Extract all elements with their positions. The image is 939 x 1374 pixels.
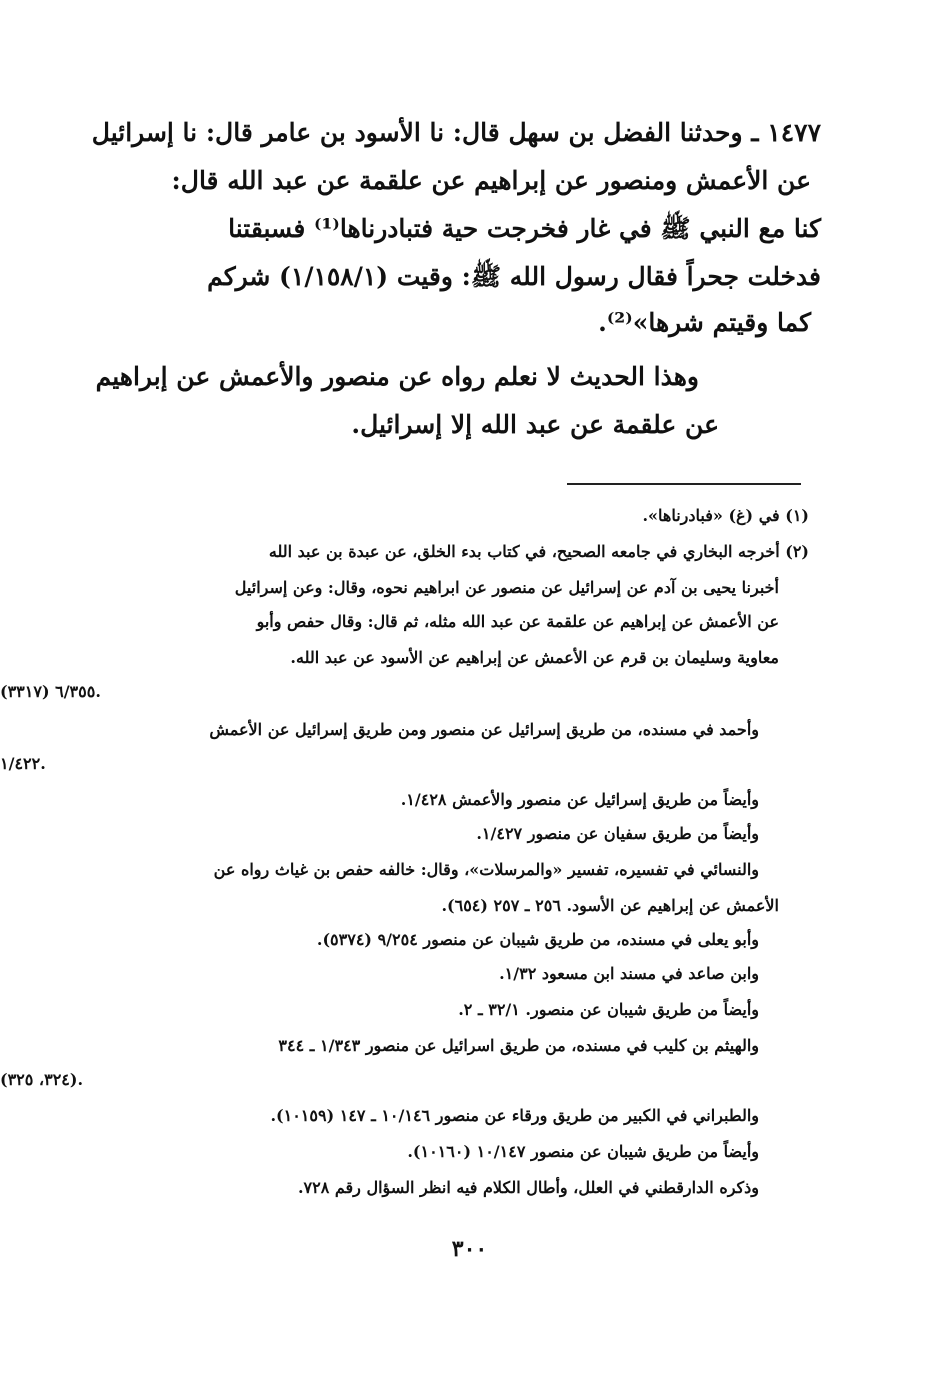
footnote-line: وأيضاً من طريق شيبان عن منصور ١٠/١٤٧ (١٠١٦٠). [407,1142,759,1161]
hadith-line: كنا مع النبي ﷺ في غار فخرجت حية فتبادرناها⁽¹⁾ فسبقتنا [228,214,821,243]
footnote-line: (٢) أخرجه البخاري في جامعه الصحيح، في كتاب بدء الخلق، عن عبدة بن عبد الله [268,542,809,561]
footnote-line: ١/٤٢٢. [0,754,46,773]
footnote-line: والطبراني في الكبير من طريق ورقاء عن منصور ١٠/١٤٦ ـ ١٤٧ (١٠١٥٩). [270,1106,759,1125]
hadith-line: ١٤٧٧ ـ وحدثنا الفضل بن سهل قال: نا الأسود بن عامر قال: نا إسرائيل [91,118,821,147]
footnote-line: وذكره الدارقطني في العلل، وأطال الكلام فيه انظر السؤال رقم ٧٢٨. [297,1178,759,1197]
commentary-line: وهذا الحديث لا نعلم رواه عن منصور والأعمش عن إبراهيم [95,362,699,391]
footnote-line: معاوية وسليمان بن قرم عن الأعمش عن إبراهيم عن الأسود عن عبد الله. [290,648,779,667]
hadith-line: عن الأعمش ومنصور عن إبراهيم عن علقمة عن عبد الله قال: [171,166,811,195]
footnote-line: الأعمش عن إبراهيم عن الأسود. ٢٥٦ ـ ٢٥٧ (٦٥٤). [441,896,779,915]
page-number: ٣٠٠ [451,1236,488,1262]
hadith-line: كما وقيتم شرها»⁽²⁾. [598,308,811,337]
footnote-line: ٦/٣٥٥ (٣٣١٧). [0,682,101,701]
footnote-line: والنسائي في تفسيره، تفسير «والمرسلات»، وقال: خالفه حفص بن غياث رواه عن [213,860,759,879]
footnote-separator [567,483,801,485]
footnote-line: (١) في (غ) «فبادرناها». [642,506,809,525]
footnote-line: وأيضاً من طريق سفيان عن منصور ١/٤٢٧. [476,824,759,843]
hadith-line: فدخلت جحراً فقال رسول الله ﷺ: وقيت (١/١٥٨/١) شركم [207,262,821,291]
footnote-line: (٣٢٤، ٣٢٥). [0,1070,84,1089]
footnote-line: وأيضاً من طريق إسرائيل عن منصور والأعمش ١/٤٢٨. [400,790,759,809]
footnote-line: وأحمد في مسنده، من طريق إسرائيل عن منصور ومن طريق إسرائيل عن الأعمش [209,720,759,739]
footnote-line: أخبرنا يحيى بن آدم عن إسرائيل عن منصور عن ابراهيم نحوه، وقال: وعن إسرائيل [234,578,779,597]
footnote-line: وابن صاعد في مسند ابن مسعود ١/٣٢. [499,964,759,983]
footnote-line: عن الأعمش عن إبراهيم عن علقمة عن عبد الله مثله، ثم قال: وقال حفص وأبو [256,612,779,631]
commentary-line: عن علقمة عن عبد الله إلا إسرائيل. [351,410,719,439]
footnote-line: والهيثم بن كليب في مسنده، من طريق اسرائيل عن منصور ١/٣٤٣ ـ ٣٤٤ [278,1036,759,1055]
footnote-line: وأبو يعلى في مسنده، من طريق شيبان عن منصور ٩/٢٥٤ (٥٣٧٤). [316,930,759,949]
footnote-line: وأيضاً من طريق شيبان عن منصور. ٣٢/١ ـ ٢. [458,1000,759,1019]
